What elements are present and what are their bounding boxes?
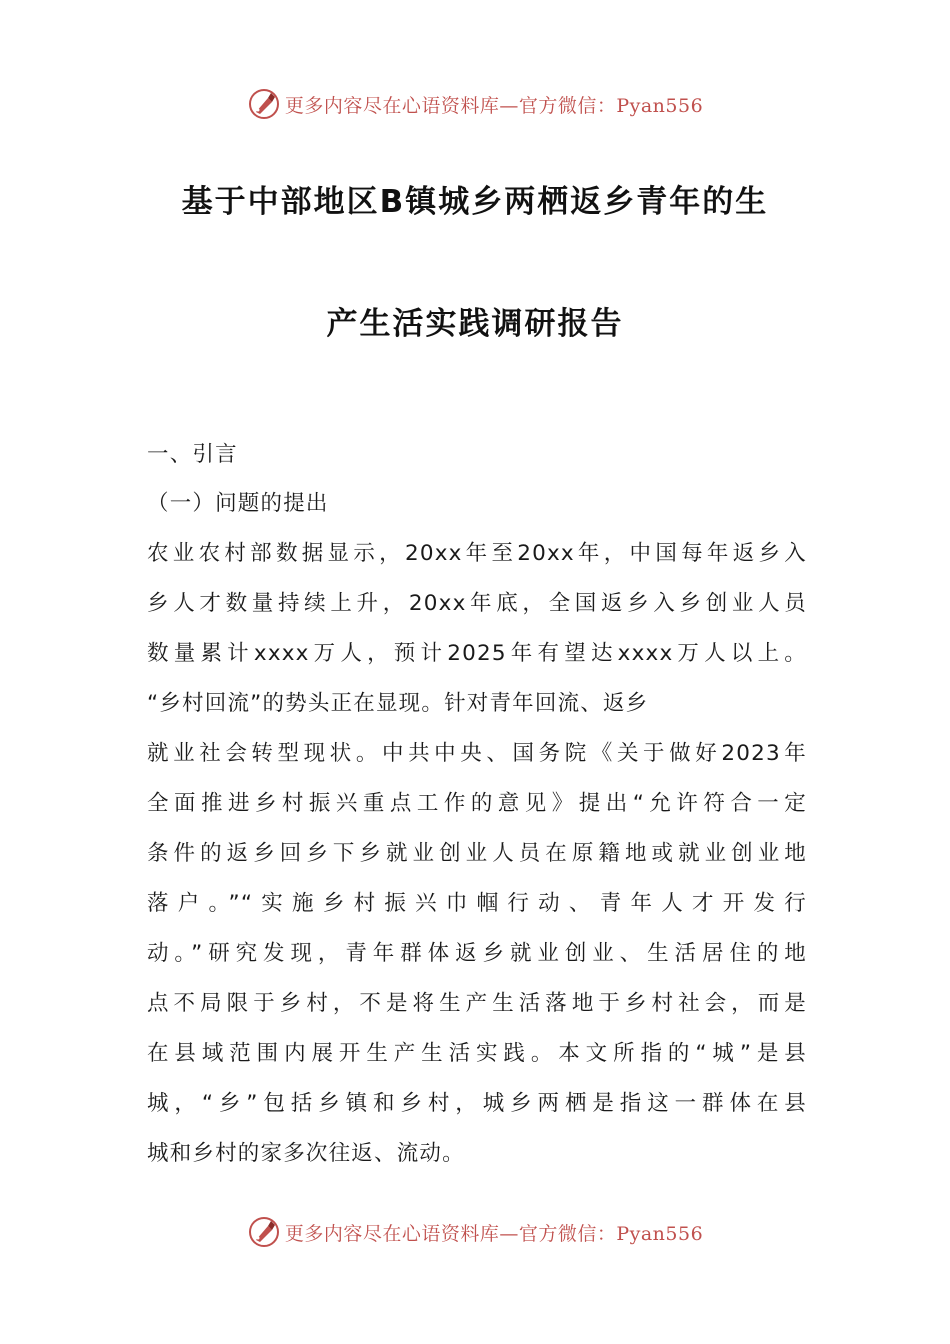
paragraph-line: 数量累计xxxx万人，预计2025年有望达xxxx万人以上。	[147, 641, 807, 666]
watermark-text: 更多内容尽在心语资料库—官方微信：Pyan556	[284, 1222, 704, 1245]
footer-watermark-banner	[0, 1212, 950, 1252]
section-heading: 一、引言	[147, 442, 238, 467]
paragraph-line: 农业农村部数据显示，20xx年至20xx年，中国每年返乡入	[147, 541, 807, 566]
pen-nib-logo-icon	[247, 1215, 281, 1249]
paragraph-line: 点不局限于乡村，不是将生产生活落地于乡村社会，而是	[147, 991, 807, 1016]
watermark-text: 更多内容尽在心语资料库—官方微信：Pyan556	[284, 94, 704, 117]
paragraph-line: 就业社会转型现状。中共中央、国务院《关于做好2023年	[147, 741, 807, 766]
document-title-line-1: 基于中部地区B镇城乡两栖返乡青年的生	[181, 184, 769, 220]
paragraph-line: 全面推进乡村振兴重点工作的意见》提出“允许符合一定	[147, 791, 807, 816]
paragraph-line: 在县域范围内展开生产生活实践。本文所指的“城”是县	[147, 1041, 807, 1066]
document-title-line-2: 产生活实践调研报告	[326, 306, 624, 342]
paragraph-line: 城和乡村的家多次往返、流动。	[147, 1141, 465, 1166]
paragraph-line: “乡村回流”的势头正在显现。针对青年回流、返乡	[147, 691, 649, 716]
paragraph-line: 动。”研究发现，青年群体返乡就业创业、生活居住的地	[147, 941, 807, 966]
paragraph-line: 落户。”“实施乡村振兴巾帼行动、青年人才开发行	[147, 891, 807, 916]
paragraph-line: 城，“乡”包括乡镇和乡村，城乡两栖是指这一群体在县	[147, 1091, 807, 1116]
subsection-heading: （一）问题的提出	[147, 491, 329, 516]
header-watermark-banner	[0, 84, 950, 124]
paragraph-line: 乡人才数量持续上升，20xx年底，全国返乡入乡创业人员	[147, 591, 807, 616]
paragraph-line: 条件的返乡回乡下乡就业创业人员在原籍地或就业创业地	[147, 841, 807, 866]
pen-nib-logo-icon	[247, 87, 281, 121]
